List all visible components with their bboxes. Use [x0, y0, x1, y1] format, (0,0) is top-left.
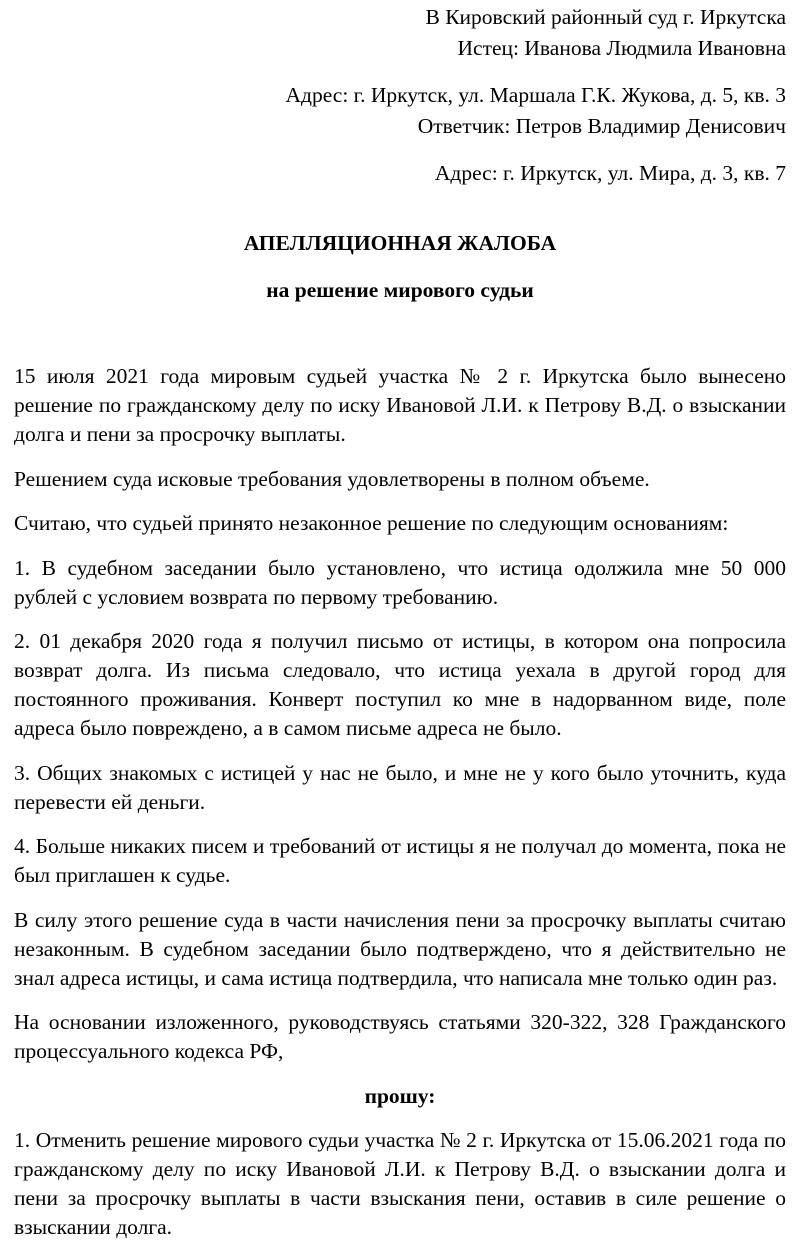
paragraph: 15 июля 2021 года мировым судьей участка № 2 г. Иркутска было вынесено решение по гражданскому делу по иску Ивановой Л.И. к Петрову В.Д. о взыскании долга и пени за просрочку выплаты.: [14, 364, 786, 446]
paragraph: Решением суда исковые требования удовлетворены в полном объеме.: [14, 466, 650, 491]
plaintiff-address: Адрес: г. Иркутск, ул. Маршала Г.К. Жукова, д. 5, кв. 3: [285, 83, 786, 107]
document-subtitle: на решение мирового судьи: [266, 278, 534, 302]
document-title: АПЕЛЛЯЦИОННАЯ ЖАЛОБА: [243, 231, 557, 255]
document-body: [14, 362, 786, 1258]
request-item: 1. Отменить решение мирового судьи участка № 2 г. Иркутска от 15.06.2021 года по гражданскому делу по иску Ивановой Л.И. к Петрову В.Д. о взыскании долга и пени за просрочку выплаты в части взыскания пени, оставив в силе решение о взыскании долга.: [14, 1128, 786, 1239]
paragraph: В силу этого решение суда в части начисления пени за просрочку выплаты считаю незаконным. В судебном заседании было подтверждено, что я действительно не знал адреса истицы, и сама истица подтвердила, что написала мне только один раз.: [14, 907, 786, 990]
defendant-address: Адрес: г. Иркутск, ул. Мира, д. 3, кв. 7: [434, 161, 786, 185]
defendant-name: Ответчик: Петров Владимир Денисович: [417, 114, 786, 138]
paragraph: Считаю, что судьей принято незаконное решение по следующим основаниям:: [14, 511, 729, 535]
request-heading: прошу:: [364, 1083, 436, 1108]
court-name: В Кировский районный суд г. Иркутска: [425, 5, 786, 29]
paragraph: 1. В судебном заседании было установлено, что истица одолжила мне 50 000 рублей с условием возврата по первому требованию.: [14, 555, 786, 609]
paragraph: 4. Больше никаких писем и требований от истицы я не получал до момента, пока не был приглашен к судье.: [14, 834, 786, 887]
paragraph: На основании изложенного, руководствуясь статьями 320-322, 328 Гражданского процессуального кодекса РФ,: [14, 1010, 786, 1063]
plaintiff-name: Истец: Иванова Людмила Ивановна: [457, 36, 786, 60]
spacer: [285, 64, 786, 80]
paragraph: 2. 01 декабря 2020 года я получил письмо от истицы, в котором она попросила возврат долга. Из письма следовало, что истица уехала в другой город для постоянного проживания. Конверт поступил ко мне в надорванном виде, поле адреса было повреждено, а в самом письме адреса не было.: [14, 629, 786, 740]
spacer: [285, 142, 786, 158]
addressee-block: [285, 2, 786, 189]
paragraph: 3. Общих знакомых с истицей у нас не было, и мне не у кого было уточнить, куда перевести ей деньги.: [14, 760, 786, 814]
